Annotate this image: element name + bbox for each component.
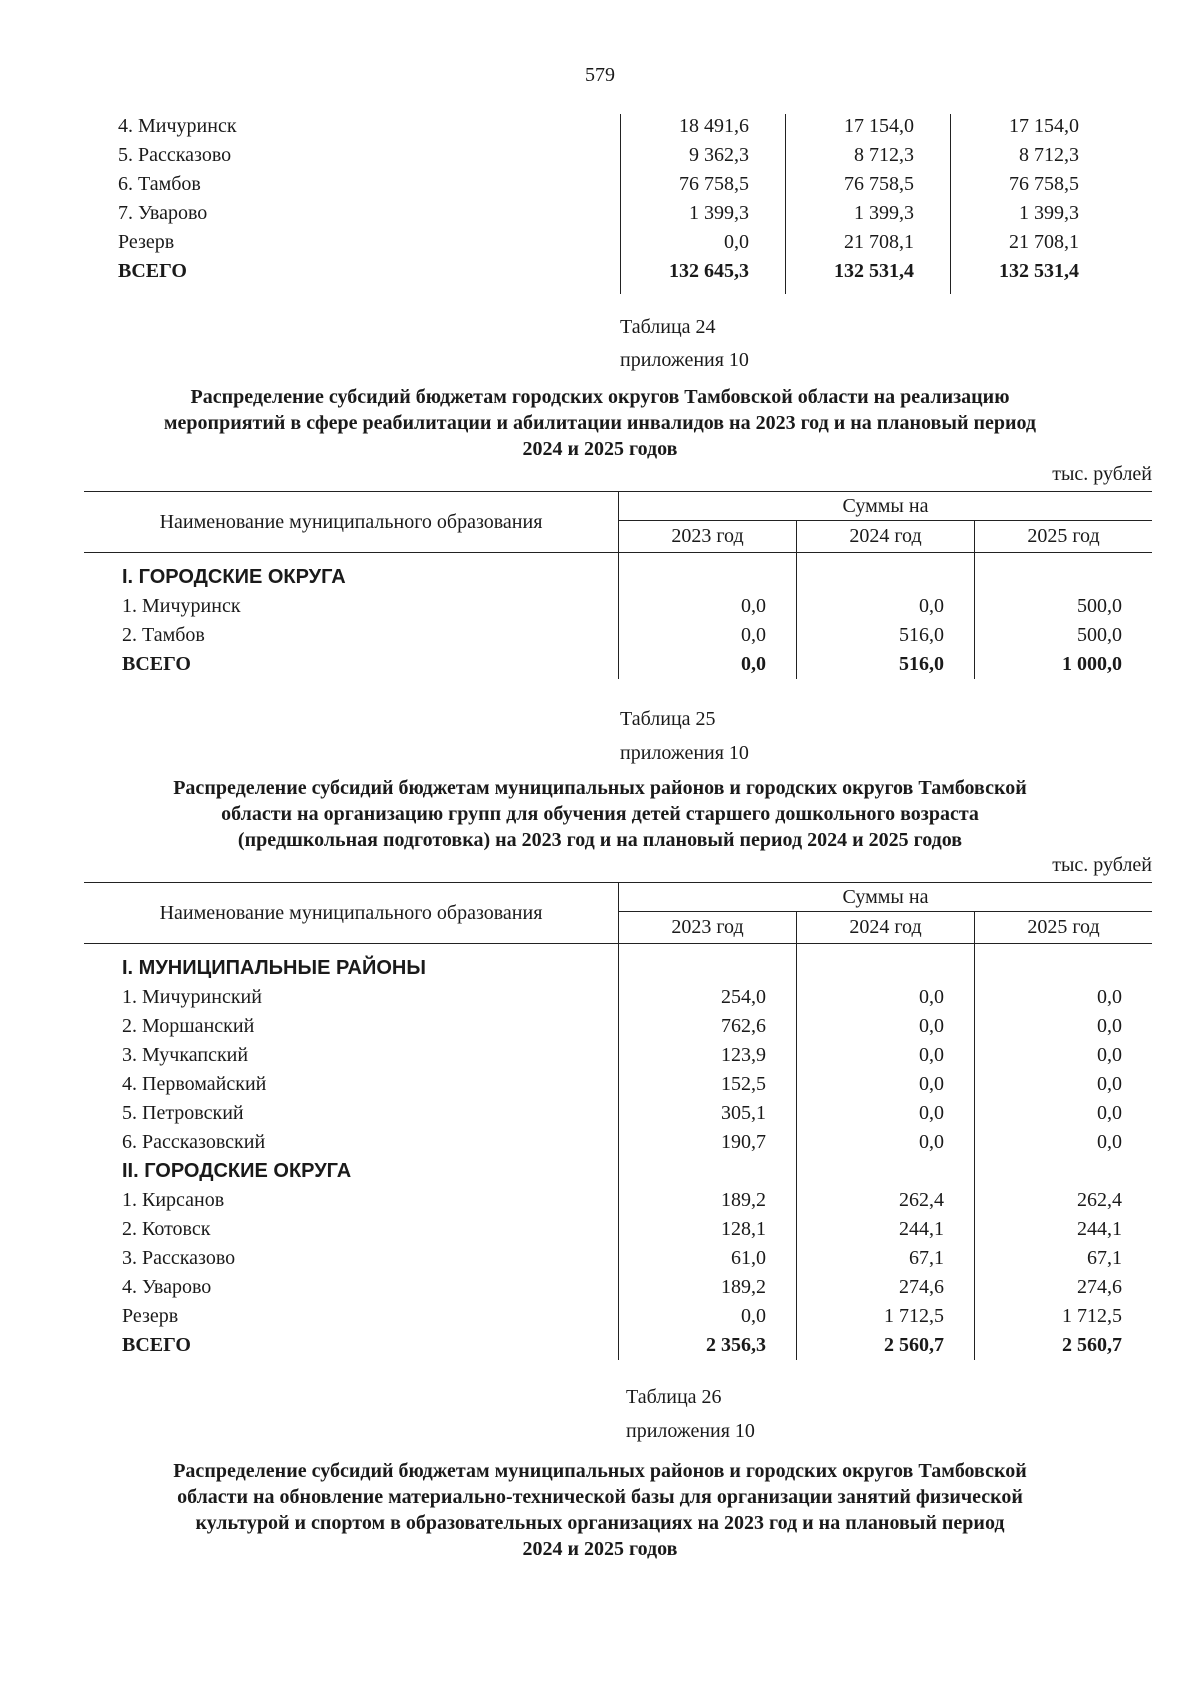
row-name: 2. Моршанский — [122, 1015, 255, 1037]
value-2023: 762,6 — [721, 1015, 766, 1037]
value-2025: 0,0 — [1097, 1015, 1122, 1037]
table26-title-line3: культурой и спортом в образовательных организациях на 2023 год и на плановый период — [195, 1512, 1005, 1534]
table25-header — [84, 882, 1152, 944]
value-2025: 0,0 — [1097, 1102, 1122, 1124]
table25-header-sums: Суммы на — [619, 883, 1152, 912]
table-row — [118, 199, 1118, 228]
table24-title-line3: 2024 и 2025 годов — [522, 438, 678, 460]
row-name: 3. Рассказово — [122, 1247, 236, 1269]
value-2024: 132 531,4 — [834, 260, 914, 282]
value-2025: 1 399,3 — [1019, 202, 1079, 224]
value-2025: 0,0 — [1097, 1073, 1122, 1095]
value-2025: 0,0 — [1097, 1131, 1122, 1153]
table24-header-sums: Суммы на — [619, 492, 1152, 521]
row-name: 6. Тамбов — [118, 173, 201, 195]
row-name: ВСЕГО — [122, 1334, 191, 1356]
value-2024: 0,0 — [919, 1073, 944, 1095]
row-name: 1. Мичуринск — [122, 595, 241, 617]
value-2025: 2 560,7 — [1062, 1334, 1122, 1356]
row-name: II. ГОРОДСКИЕ ОКРУГА — [122, 1160, 352, 1182]
value-2023: 254,0 — [721, 986, 766, 1008]
value-2023: 0,0 — [724, 231, 749, 253]
row-name: 5. Петровский — [122, 1102, 244, 1124]
row-name: Резерв — [118, 231, 175, 253]
table-row — [118, 170, 1118, 199]
table24-header-name: Наименование муниципального образования — [84, 492, 619, 552]
row-name: I. ГОРОДСКИЕ ОКРУГА — [122, 566, 346, 588]
table25-body — [84, 944, 1152, 1360]
table26-caption: Таблица 26 — [626, 1386, 722, 1408]
value-2025: 1 000,0 — [1062, 653, 1122, 675]
value-2023: 61,0 — [731, 1247, 766, 1269]
table-row — [118, 112, 1118, 141]
value-2023: 9 362,3 — [689, 144, 749, 166]
row-name: 1. Мичуринский — [122, 986, 262, 1008]
value-2024: 0,0 — [919, 595, 944, 617]
row-name: 1. Кирсанов — [122, 1189, 225, 1211]
value-2024 — [796, 954, 974, 983]
value-2023: 1 399,3 — [689, 202, 749, 224]
value-2025: 67,1 — [1087, 1247, 1122, 1269]
value-2024: 1 399,3 — [854, 202, 914, 224]
table25-appendix: приложения 10 — [620, 742, 749, 764]
value-2025 — [974, 1157, 1152, 1186]
table24-header-2025: 2025 год — [974, 521, 1152, 552]
table24 — [84, 491, 1152, 679]
value-2025: 244,1 — [1077, 1218, 1122, 1240]
page-number: 579 — [585, 64, 615, 86]
value-2024: 2 560,7 — [884, 1334, 944, 1356]
value-2024: 516,0 — [899, 653, 944, 675]
row-name: 5. Рассказово — [118, 144, 232, 166]
row-name: ВСЕГО — [122, 653, 191, 675]
value-2024: 67,1 — [909, 1247, 944, 1269]
value-2023: 305,1 — [721, 1102, 766, 1124]
value-2024: 21 708,1 — [844, 231, 914, 253]
value-2023: 76 758,5 — [679, 173, 749, 195]
value-2023: 18 491,6 — [679, 115, 749, 137]
table25-caption: Таблица 25 — [620, 708, 716, 730]
row-name: 2. Котовск — [122, 1218, 211, 1240]
value-2023: 190,7 — [721, 1131, 766, 1153]
value-2024: 8 712,3 — [854, 144, 914, 166]
value-2023 — [618, 563, 796, 592]
value-2024: 516,0 — [899, 624, 944, 646]
row-name: 4. Уварово — [122, 1276, 212, 1298]
row-name: 6. Рассказовский — [122, 1131, 266, 1153]
value-2024: 0,0 — [919, 986, 944, 1008]
table24-header-2023: 2023 год — [671, 525, 744, 547]
value-2023: 189,2 — [721, 1276, 766, 1298]
value-2023: 0,0 — [741, 624, 766, 646]
value-2024: 0,0 — [919, 1044, 944, 1066]
table25-title-line2: области на организацию групп для обучения детей старшего дошкольного возраста — [221, 803, 979, 825]
table-row — [118, 228, 1118, 257]
value-2024: 76 758,5 — [844, 173, 914, 195]
value-2025: 0,0 — [1097, 986, 1122, 1008]
value-2025 — [974, 563, 1152, 592]
value-2024: 0,0 — [919, 1102, 944, 1124]
table23-continuation — [118, 112, 1118, 286]
value-2025: 8 712,3 — [1019, 144, 1079, 166]
table24-units: тыс. рублей — [1052, 463, 1152, 485]
value-2025: 21 708,1 — [1009, 231, 1079, 253]
table-row — [118, 257, 1118, 286]
table25-header-2023: 2023 год — [671, 916, 744, 938]
table25-header-name: Наименование муниципального образования — [84, 883, 619, 943]
value-2025: 76 758,5 — [1009, 173, 1079, 195]
value-2025: 262,4 — [1077, 1189, 1122, 1211]
value-2025: 500,0 — [1077, 595, 1122, 617]
value-2023: 189,2 — [721, 1189, 766, 1211]
value-2024: 0,0 — [919, 1015, 944, 1037]
table25-header-2025: 2025 год — [974, 912, 1152, 943]
value-2025 — [974, 954, 1152, 983]
table26-title-line2: области на обновление материально-технической базы для организации занятий физической — [177, 1486, 1023, 1508]
row-name: 3. Мучкапский — [122, 1044, 249, 1066]
row-name: 4. Первомайский — [122, 1073, 267, 1095]
table24-header-2024: 2024 год — [796, 521, 974, 552]
row-name: I. МУНИЦИПАЛЬНЫЕ РАЙОНЫ — [122, 957, 426, 979]
value-2023 — [618, 954, 796, 983]
value-2024: 244,1 — [899, 1218, 944, 1240]
value-2023: 2 356,3 — [706, 1334, 766, 1356]
table26-appendix: приложения 10 — [626, 1420, 755, 1442]
value-2023: 0,0 — [741, 653, 766, 675]
table24-appendix: приложения 10 — [620, 349, 749, 371]
value-2023: 0,0 — [741, 1305, 766, 1327]
row-name: 7. Уварово — [118, 202, 208, 224]
value-2025: 0,0 — [1097, 1044, 1122, 1066]
table24-body — [84, 553, 1152, 679]
value-2023: 132 645,3 — [669, 260, 749, 282]
value-2025: 132 531,4 — [999, 260, 1079, 282]
table26-title-line1: Распределение субсидий бюджетам муниципальных районов и городских округов Тамбовской — [173, 1460, 1027, 1482]
value-2025: 500,0 — [1077, 624, 1122, 646]
row-name: ВСЕГО — [118, 260, 187, 282]
value-2023: 128,1 — [721, 1218, 766, 1240]
table25-header-2024: 2024 год — [796, 912, 974, 943]
value-2025: 17 154,0 — [1009, 115, 1079, 137]
table24-title-line1: Распределение субсидий бюджетам городских округов Тамбовской области на реализацию — [190, 386, 1010, 408]
table26-title-line4: 2024 и 2025 годов — [522, 1538, 678, 1560]
value-2024: 1 712,5 — [884, 1305, 944, 1327]
value-2025: 274,6 — [1077, 1276, 1122, 1298]
table25-title-line1: Распределение субсидий бюджетам муниципальных районов и городских округов Тамбовской — [173, 777, 1027, 799]
value-2024: 262,4 — [899, 1189, 944, 1211]
table25 — [84, 882, 1152, 1360]
row-name: 4. Мичуринск — [118, 115, 237, 137]
value-2023: 152,5 — [721, 1073, 766, 1095]
table24-header — [84, 491, 1152, 553]
table24-title-line2: мероприятий в сфере реабилитации и абилитации инвалидов на 2023 год и на плановый период — [163, 412, 1037, 434]
table25-title-line3: (предшкольная подготовка) на 2023 год и на плановый период 2024 и 2025 годов — [237, 829, 963, 851]
table-row — [118, 141, 1118, 170]
value-2024: 0,0 — [919, 1131, 944, 1153]
value-2024 — [796, 563, 974, 592]
value-2024: 17 154,0 — [844, 115, 914, 137]
value-2023: 0,0 — [741, 595, 766, 617]
value-2023 — [618, 1157, 796, 1186]
value-2023: 123,9 — [721, 1044, 766, 1066]
value-2025: 1 712,5 — [1062, 1305, 1122, 1327]
value-2024 — [796, 1157, 974, 1186]
value-2024: 274,6 — [899, 1276, 944, 1298]
row-name: Резерв — [122, 1305, 179, 1327]
row-name: 2. Тамбов — [122, 624, 205, 646]
table25-units: тыс. рублей — [1052, 854, 1152, 876]
table24-caption: Таблица 24 — [620, 316, 716, 338]
